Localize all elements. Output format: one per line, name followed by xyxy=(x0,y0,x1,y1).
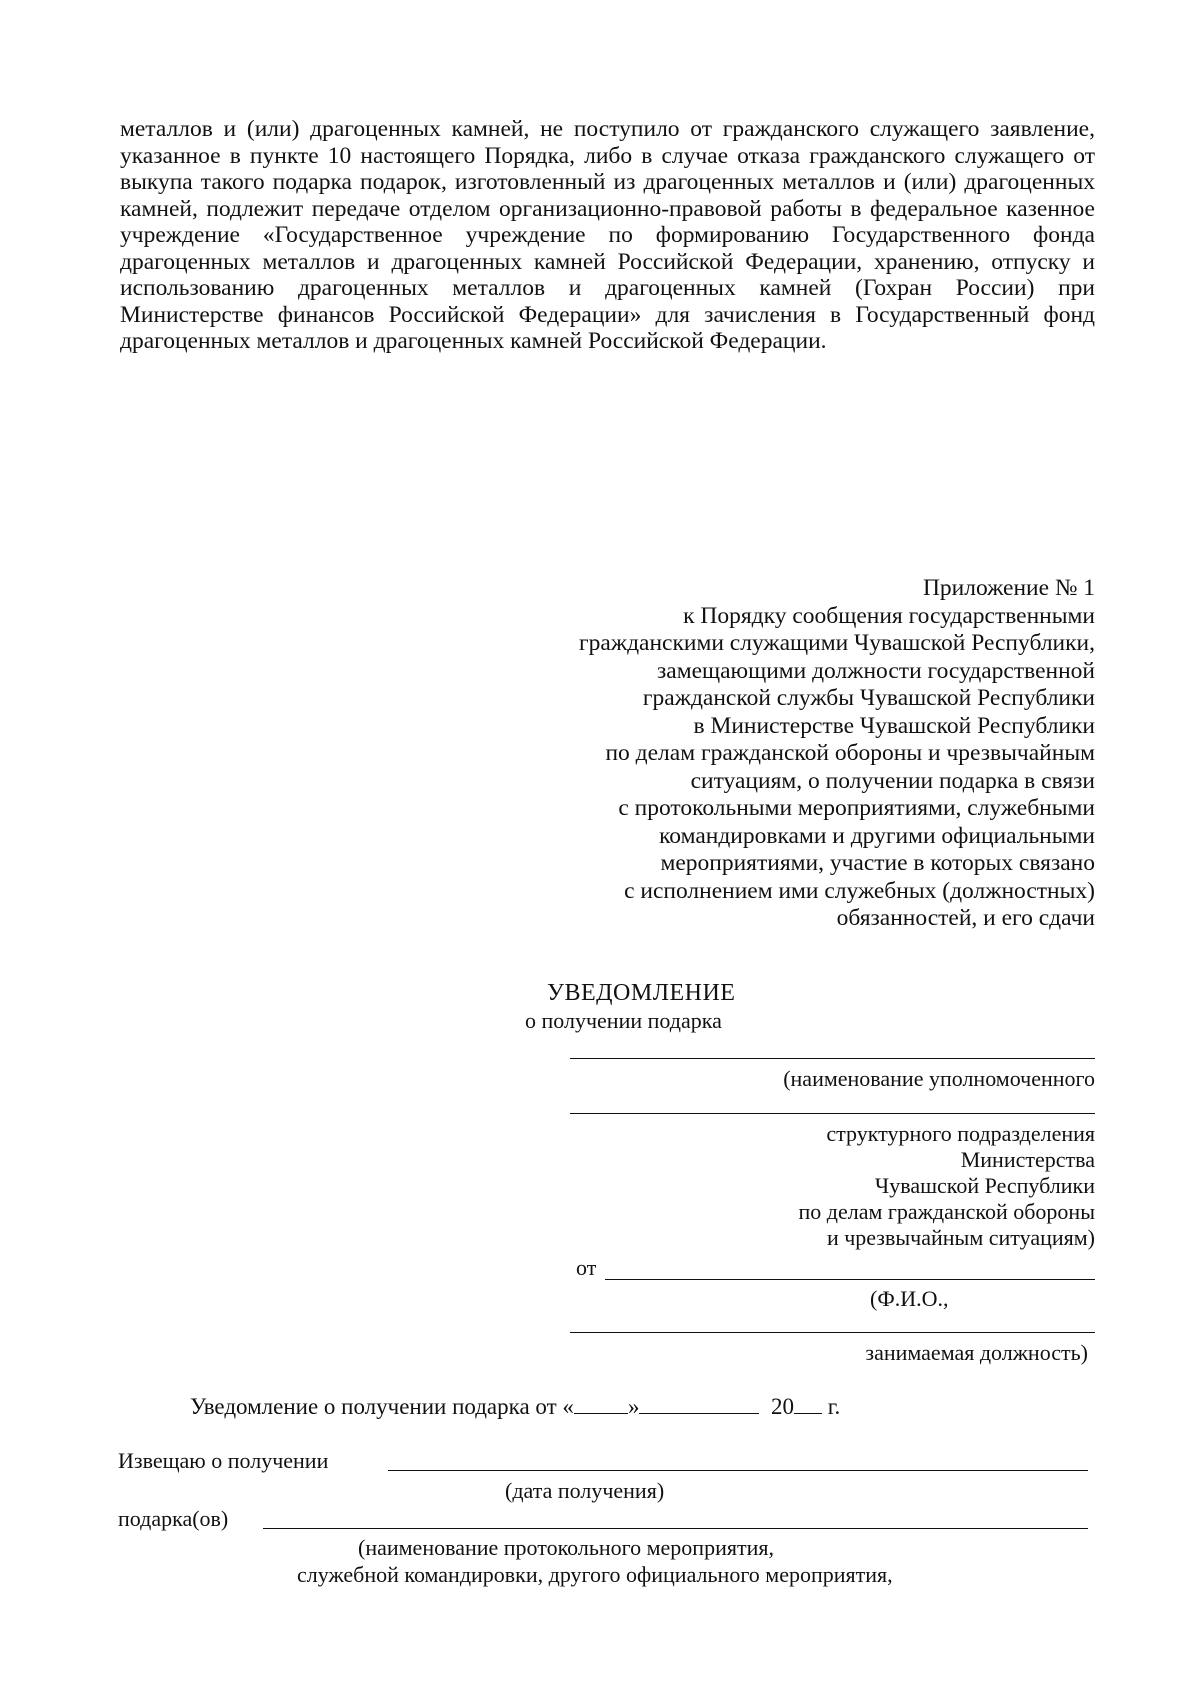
appendix-line: обязанностей, и его сдачи xyxy=(836,905,1095,931)
gift-label: подарка(ов) xyxy=(118,1506,229,1531)
from-label: от xyxy=(576,1255,597,1280)
appendix-line: замещающими должности государственной xyxy=(657,657,1095,684)
unit-caption-line: Министерства xyxy=(960,1147,1095,1172)
notice-title: УВЕДОМЛЕНИЕ xyxy=(547,980,736,1006)
quote-close: » xyxy=(627,1394,640,1419)
appendix-line: Приложение № 1 xyxy=(922,575,1095,601)
receipt-date-line[interactable] xyxy=(388,1470,1088,1471)
month-blank[interactable] xyxy=(639,1395,759,1414)
event-caption-1: (наименование протокольного мероприятия, xyxy=(358,1535,774,1560)
addressee-name-line[interactable] xyxy=(570,1058,1095,1059)
notice-date-prefix: Уведомление о получении подарка от « xyxy=(190,1394,574,1419)
appendix-line: с исполнением ими служебных (должностных) xyxy=(624,877,1095,904)
appendix-header xyxy=(480,575,1095,933)
unit-caption-block xyxy=(799,1121,1095,1251)
position-caption: занимаемая должность) xyxy=(865,1340,1088,1365)
appendix-line: командировками и другими официальными xyxy=(659,822,1095,849)
unit-caption-line: структурного подразделения xyxy=(826,1121,1095,1146)
year-prefix: 20 xyxy=(770,1394,794,1419)
appendix-line: мероприятиями, участие в которых связано xyxy=(660,850,1095,876)
appendix-line: гражданской службы Чувашской Республики xyxy=(642,685,1095,711)
body-paragraph: металлов и (или) драгоценных камней, не поступило от гражданского служащего заявление, указанное в пункте 10 настоящего Порядка, либо в случае отказа гражданского служащего от выкупа такого подарка подарок, изготовленный из драгоценных металлов и (или) драгоценных камней, подлежит передаче отделом организационно-правовой работы в федеральное казенное учреждение «Государственное учреждение по формированию Государственного фонда драгоценных металлов и драгоценных камней Российской Федерации, хранению, отпуску и использованию драгоценных металлов и драгоценных камней (Гохран России) при Министерстве финансов Российской Федерации» для зачисления в Государственный фонд драгоценных металлов и драгоценных камней Российской Федерации. xyxy=(120,116,1095,354)
unit-caption-line: по делам гражданской обороны xyxy=(798,1199,1095,1224)
appendix-line: в Министерстве Чувашской Республики xyxy=(693,712,1095,739)
receipt-label: Извещаю о получении xyxy=(118,1448,329,1473)
gift-line[interactable] xyxy=(263,1528,1088,1529)
appendix-line: по делам гражданской обороны и чрезвычайным xyxy=(605,740,1095,766)
notice-date-line xyxy=(190,1394,840,1420)
day-blank[interactable] xyxy=(574,1395,628,1414)
sender-fio-line[interactable] xyxy=(605,1279,1095,1280)
event-caption-2: служебной командировки, другого официального мероприятия, xyxy=(297,1562,893,1587)
date-caption: (дата получения) xyxy=(505,1478,665,1503)
appendix-line: гражданскими служащими Чувашской Республики, xyxy=(579,630,1095,656)
year-blank[interactable] xyxy=(794,1395,822,1414)
unit-caption-line: и чрезвычайным ситуациям) xyxy=(826,1225,1095,1250)
sender-position-line[interactable] xyxy=(570,1332,1095,1333)
year-suffix: г. xyxy=(827,1394,841,1419)
appendix-line: с протокольными мероприятиями, служебными xyxy=(618,795,1095,821)
fio-caption: (Ф.И.О., xyxy=(870,1286,949,1311)
unit-caption-line: Чувашской Республики xyxy=(874,1173,1095,1198)
appendix-line: ситуациям, о получении подарка в связи xyxy=(690,767,1095,794)
appendix-line: к Порядку сообщения государственными xyxy=(683,602,1095,629)
addressee-unit-line[interactable] xyxy=(570,1113,1095,1114)
addressee-caption: (наименование уполномоченного xyxy=(783,1066,1095,1091)
notice-subtitle: о получении подарка xyxy=(525,1008,722,1033)
